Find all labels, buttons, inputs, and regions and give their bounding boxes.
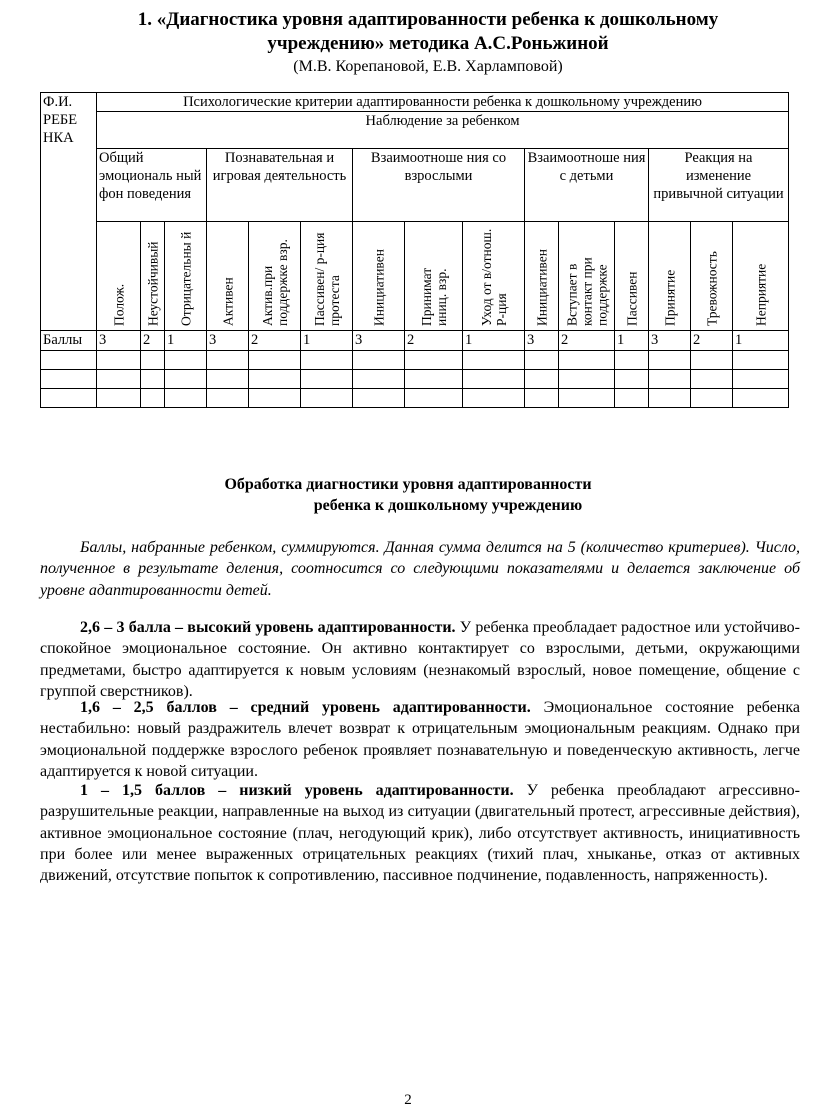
table-row (41, 351, 789, 370)
score-cell: 3 (97, 331, 141, 351)
subcolumn-header: Неустойчивый (141, 222, 165, 331)
document-title: 1. «Диагностика уровня адаптированности ребенка к дошкольному (137, 9, 719, 30)
score-cell: 1 (463, 331, 525, 351)
level-medium-heading: 1,6 – 2,5 баллов – средний уровень адаптированности. (80, 699, 531, 716)
score-cell: 2 (141, 331, 165, 351)
score-cell: 2 (559, 331, 615, 351)
level-high-text: У ребенка преобладает радостное или устойчиво-спокойное эмоциональное состояние. Он активно контактирует со взрослыми, детьми, окружающими предметами, быстро адаптируется к новым условиям (незнакомый взрослый, новое помещение, общение с группой сверстников). (40, 619, 801, 700)
score-label: Баллы (41, 331, 97, 351)
score-cell: 3 (207, 331, 249, 351)
intro-paragraph: Баллы, набранные ребенком, суммируются. Данная сумма делится на 5 (количество критериев). Число, полученное в результате деления, соотносится со следующими показателями и делается заключение об уровне адаптированности детей. (40, 539, 800, 599)
subcolumn-header: Активен (207, 222, 249, 331)
score-cell: 3 (649, 331, 691, 351)
group-children: Взаимоотноше ния с детьми (525, 149, 649, 222)
score-cell: 1 (165, 331, 207, 351)
group-cognitive: Познавательная и игровая деятельность (207, 149, 353, 222)
subcolumn-header: Инициативен (525, 222, 559, 331)
section-title-line2: ребенка к дошкольному учреждению (313, 497, 583, 514)
page-number: 2 (404, 1092, 412, 1108)
subcolumn-header: Актив.при поддержке взр. (249, 222, 301, 331)
score-cell: 2 (405, 331, 463, 351)
section-title: Обработка диагностики уровня адаптированности (224, 476, 592, 493)
diagnostic-table (40, 92, 789, 408)
level-high-paragraph (40, 617, 800, 702)
level-low-heading: 1 – 1,5 баллов – низкий уровень адаптированности. (80, 782, 514, 799)
level-low-paragraph (40, 780, 800, 886)
document-authors: (М.В. Корепановой, Е.В. Харламповой) (293, 58, 563, 75)
table-row (41, 370, 789, 389)
observation-row (41, 112, 789, 149)
level-medium-paragraph (40, 697, 800, 782)
table-row (41, 389, 789, 408)
group-emotional: Общий эмоциональ ный фон поведения (97, 149, 207, 222)
subcolumn-header: Принятие (649, 222, 691, 331)
group-change-reaction: Реакция на изменение привычной ситуации (649, 149, 789, 222)
score-row (41, 331, 789, 351)
observation-header: Наблюдение за ребенком (97, 112, 789, 149)
document-header (0, 8, 816, 78)
level-low-text: У ребенка преобладают агрессивно-разрушительные реакции, направленные на выход из ситуации (двигательный протест, агрессивные действия), активное эмоциональное состояние (плач, негодующий крик), либо отсутствует активность, инициативность при более или менее выраженных отрицательных реакциях (тихий плач, хныканье, отказ от активных движений, отсутствие попыток к сопротивлению, пассивное подчинение, подавленность, напряженность). (40, 782, 801, 885)
score-cell: 2 (691, 331, 733, 351)
subcolumn-header: Полож. (97, 222, 141, 331)
score-cell: 1 (301, 331, 353, 351)
subcolumn-header: Неприятие (733, 222, 789, 331)
group-adults: Взаимоотноше ния со взрослыми (353, 149, 525, 222)
subcolumn-header: Принимат иниц. взр. (405, 222, 463, 331)
subcolumn-header: Уход от в/отнош. Р-ция (463, 222, 525, 331)
score-cell: 3 (525, 331, 559, 351)
table-header-row (41, 93, 789, 112)
subcolumn-header: Пассивен/ р-ция протеста (301, 222, 353, 331)
score-cell: 1 (615, 331, 649, 351)
subcolumn-header: Тревожность (691, 222, 733, 331)
group-row (41, 149, 789, 222)
score-cell: 2 (249, 331, 301, 351)
subcolumn-row (41, 222, 789, 331)
criteria-header: Психологические критерии адаптированности ребенка к дошкольному учреждению (97, 93, 789, 112)
subcolumn-header: Пассивен (615, 222, 649, 331)
document-title-line2: учреждению» методика А.С.Роньжиной (267, 33, 609, 54)
subcolumn-header: Отрицательны й (165, 222, 207, 331)
level-high-heading: 2,6 – 3 балла – высокий уровень адаптированности. (80, 619, 456, 636)
score-cell: 1 (733, 331, 789, 351)
level-medium-text: Эмоциональное состояние ребенка нестабильно: новый раздражитель влечет возврат к отрицательным эмоциональным реакциям. Однако при эмоциональной поддержке взрослого ребенок проявляет познавательную и поведенческую активность, легче адаптируется к новой ситуации. (40, 699, 801, 780)
subcolumn-header: Вступает в контакт при поддержке (559, 222, 615, 331)
score-cell: 3 (353, 331, 405, 351)
child-name-header: Ф.И. РЕБЕ НКА (41, 93, 97, 331)
subcolumn-header: Инициативен (353, 222, 405, 331)
